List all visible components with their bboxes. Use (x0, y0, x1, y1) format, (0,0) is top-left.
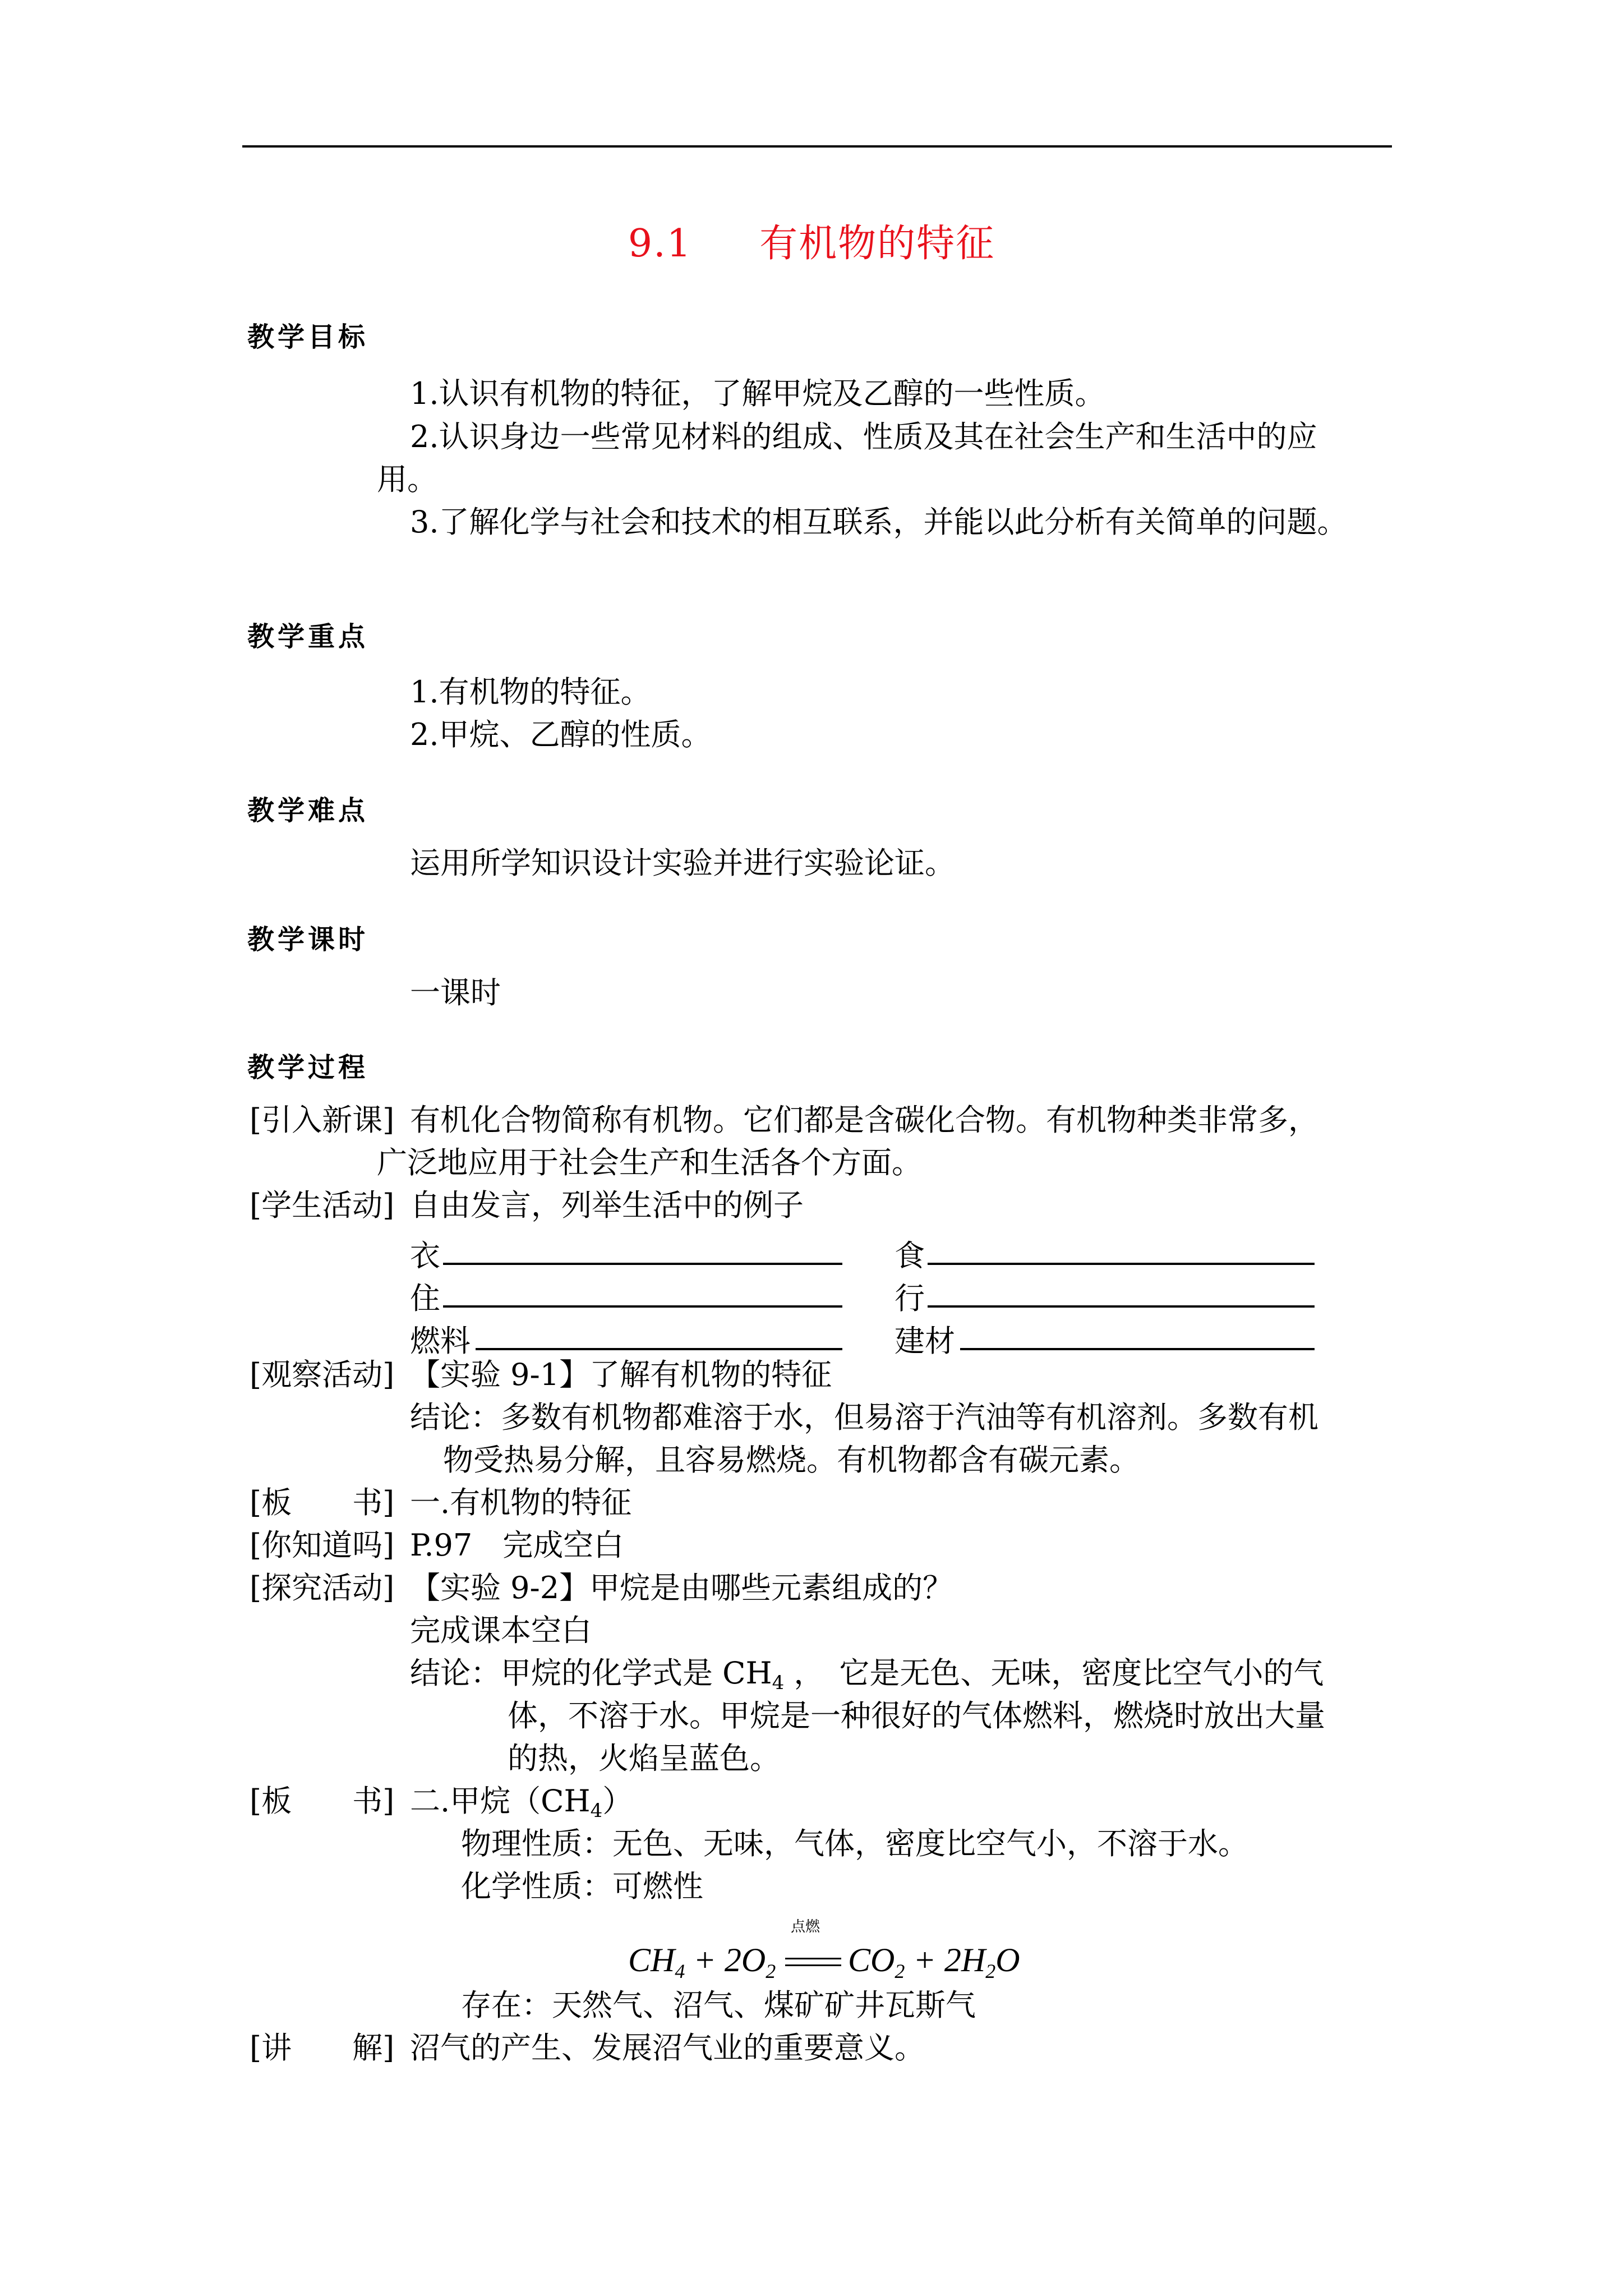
conclusion-2-line-1 (410, 1655, 1324, 1694)
know-text: P.97 完成空白 (410, 1527, 624, 1563)
blank-line-housing[interactable] (443, 1305, 842, 1308)
heading-process: 教学过程 (247, 1052, 369, 1083)
duration-1: 一课时 (410, 975, 501, 1010)
blank-line-building[interactable] (960, 1348, 1315, 1350)
equation-lhs (628, 1941, 776, 1983)
explore-text: 【实验 9-2】甲烷是由哪些元素组成的？ (410, 1570, 953, 1605)
observe-text: 【实验 9-1】了解有机物的特征 (410, 1357, 832, 1392)
heading-objectives: 教学目标 (247, 321, 369, 353)
board-1-tag: [板 书] (250, 1485, 395, 1520)
heading-key-points: 教学重点 (247, 621, 369, 652)
conclusion-2-line-3: 的热，火焰呈蓝色。 (508, 1741, 780, 1776)
equation-condition: 点燃 (791, 1918, 820, 1935)
eq-ch: CH (628, 1941, 675, 1978)
eq-o2: + 2O (685, 1941, 766, 1978)
occurrence: 存在：天然气、沼气、煤矿矿井瓦斯气 (461, 1987, 976, 2023)
conclusion-1-line-1: 结论：多数有机物都难溶于水，但易溶于汽油等有机溶剂。多数有机 (410, 1400, 1318, 1435)
board-2-sub: 4 (590, 1800, 603, 1822)
student-tag: [学生活动] (250, 1188, 395, 1223)
blank-label-housing: 住 (410, 1281, 440, 1316)
conclusion-2-sub: 4 (772, 1672, 785, 1694)
key-point-1: 1.有机物的特征。 (410, 674, 651, 710)
conclusion-1-line-2: 物受热易分解，且容易燃烧。有机物都含有碳元素。 (443, 1442, 1140, 1478)
blank-label-fuel: 燃料 (410, 1323, 471, 1359)
blank-label-building: 建材 (895, 1323, 955, 1359)
conclusion-2-pre: 结论：甲烷的化学式是 CH (410, 1655, 772, 1691)
eq-o2-sub: 2 (766, 1960, 776, 1982)
heading-difficulties: 教学难点 (247, 795, 369, 826)
chemical-properties: 化学性质：可燃性 (461, 1869, 703, 1904)
board-2-text (410, 1783, 633, 1822)
board-2-tag: [板 书] (250, 1783, 395, 1819)
title-text: 有机物的特征 (759, 222, 995, 266)
document-title (0, 213, 1623, 268)
blank-line-travel[interactable] (928, 1305, 1315, 1308)
title-number: 9.1 (628, 222, 693, 266)
blank-line-clothing[interactable] (443, 1263, 842, 1265)
explain-text: 沼气的产生、发展沼气业的重要意义。 (410, 2030, 925, 2065)
equation-equals-bottom (785, 1964, 841, 1966)
eq-ch-sub: 4 (675, 1960, 685, 1982)
board-1-text: 一.有机物的特征 (410, 1485, 632, 1520)
blank-label-clothing: 衣 (410, 1238, 440, 1273)
observe-tag: [观察活动] (250, 1357, 395, 1392)
key-point-2: 2.甲烷、乙醇的性质。 (410, 717, 712, 752)
explain-tag: [讲 解] (250, 2030, 395, 2065)
blank-label-food: 食 (895, 1238, 925, 1273)
eq-h2o-end: O (995, 1941, 1020, 1978)
complete-text: 完成课本空白 (410, 1613, 592, 1648)
objective-2-line-2: 用。 (377, 462, 437, 497)
conclusion-2-line-2: 体，不溶于水。甲烷是一种很好的气体燃料，燃烧时放出大量 (508, 1698, 1325, 1733)
objective-2-line-1: 2.认识身边一些常见材料的组成、性质及其在社会生产和生活中的应 (410, 419, 1317, 454)
eq-co: CO (848, 1941, 895, 1978)
student-text: 自由发言，列举生活中的例子 (410, 1188, 804, 1223)
header-rule (242, 145, 1392, 148)
intro-line-2: 广泛地应用于社会生产和生活各个方面。 (377, 1145, 922, 1180)
intro-line-1: 有机化合物简称有机物。它们都是含碳化合物。有机物种类非常多， (410, 1102, 1318, 1138)
heading-duration: 教学课时 (247, 924, 369, 955)
eq-h2o-sub: 2 (985, 1960, 996, 1982)
combustion-equation (628, 1913, 1032, 1980)
know-tag: [你知道吗] (250, 1527, 395, 1563)
equation-equals-top (785, 1958, 841, 1959)
blank-line-food[interactable] (928, 1263, 1315, 1265)
difficulty-1: 运用所学知识设计实验并进行实验论证。 (410, 845, 955, 881)
equation-rhs (848, 1941, 1020, 1983)
objective-1: 1.认识有机物的特征，了解甲烷及乙醇的一些性质。 (410, 376, 1105, 411)
blank-line-fuel[interactable] (476, 1348, 842, 1350)
eq-h2o: + 2H (905, 1941, 986, 1978)
eq-co-sub: 2 (895, 1960, 905, 1982)
conclusion-2-post: ， 它是无色、无味，密度比空气小的气 (784, 1655, 1324, 1691)
intro-tag: [引入新课] (250, 1102, 395, 1138)
board-2-pre: 二.甲烷（CH (410, 1783, 591, 1819)
board-2-post: ） (602, 1783, 633, 1819)
explore-tag: [探究活动] (250, 1570, 395, 1605)
physical-properties: 物理性质：无色、无味，气体，密度比空气小，不溶于水。 (461, 1826, 1248, 1861)
blank-label-travel: 行 (895, 1281, 925, 1316)
objective-3: 3.了解化学与社会和技术的相互联系，并能以此分析有关简单的问题。 (410, 504, 1348, 540)
